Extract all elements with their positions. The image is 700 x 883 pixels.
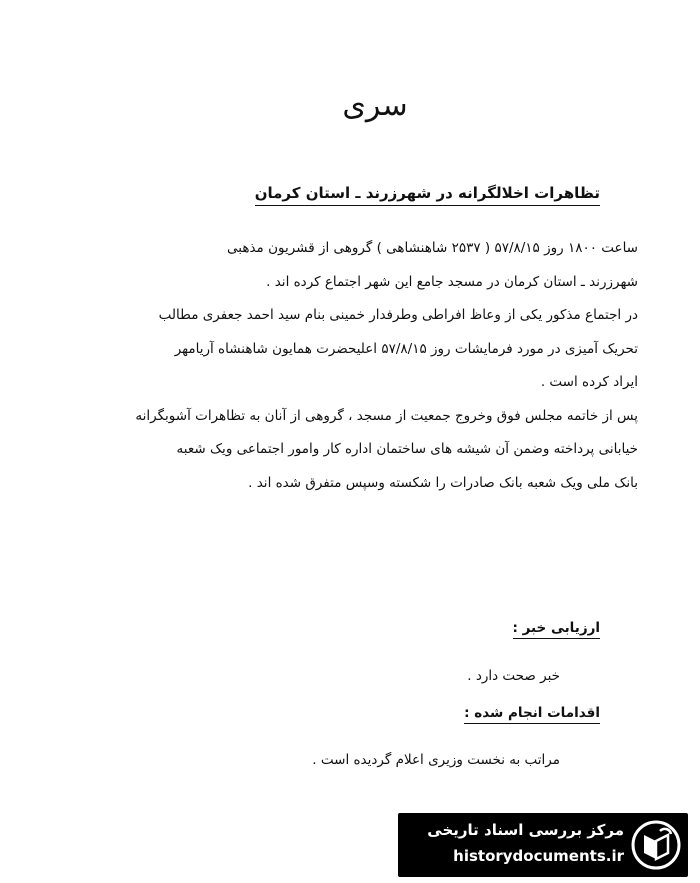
archive-url: historydocuments.ir	[453, 847, 624, 865]
evaluation-label: ارزیابی خبر :	[513, 620, 600, 639]
archive-name: مرکز بررسی اسناد تاریخی	[427, 821, 624, 839]
actions-text: مراتب به نخست وزیری اعلام گردیده است .	[312, 752, 560, 768]
evaluation-text: خبر صحت دارد .	[467, 668, 560, 684]
body-line: خیابانی پرداخته وضمن آن شیشه های ساختمان اداره کار وامور اجتماعی ویک شعبه	[176, 441, 638, 457]
document-body	[48, 232, 638, 500]
body-line: ساعت ۱۸۰۰ روز ۵۷/۸/۱۵ ( ۲۵۳۷ شاهنشاهی ) گروهی از قشریون مذهبی	[227, 240, 638, 256]
book-emblem-icon	[630, 819, 682, 871]
body-line: پس از خاتمه مجلس فوق وخروج جمعیت از مسجد ، گروهی از آنان به تظاهرات آشوبگرانه	[135, 407, 638, 424]
evaluation-result	[200, 668, 600, 684]
document-subject: تظاهرات اخلالگرانه در شهرزرند ـ استان کرمان	[255, 184, 600, 206]
actions-result	[200, 752, 600, 768]
body-line: در اجتماع مذکور یکی از وعاظ افراطی وطرفدار خمینی بنام سید احمد جعفری مطالب	[158, 307, 638, 323]
evaluation-section	[200, 620, 600, 639]
classification-header: سری	[342, 88, 408, 123]
body-line: بانک ملی ویک شعبه بانک صادرات را شکسته وسپس متفرق شده اند .	[248, 474, 638, 491]
actions-section	[200, 705, 600, 724]
body-line: ایراد کرده است .	[540, 374, 638, 390]
actions-label: اقدامات انجام شده :	[464, 705, 600, 724]
archive-watermark	[398, 813, 688, 877]
body-line: شهرزرند ـ استان کرمان در مسجد جامع این شهر اجتماع کرده اند .	[266, 273, 638, 290]
body-line: تحریک آمیزی در مورد فرمایشات روز ۵۷/۸/۱۵ اعلیحضرت همایون شاهنشاه آریامهر	[174, 340, 638, 357]
